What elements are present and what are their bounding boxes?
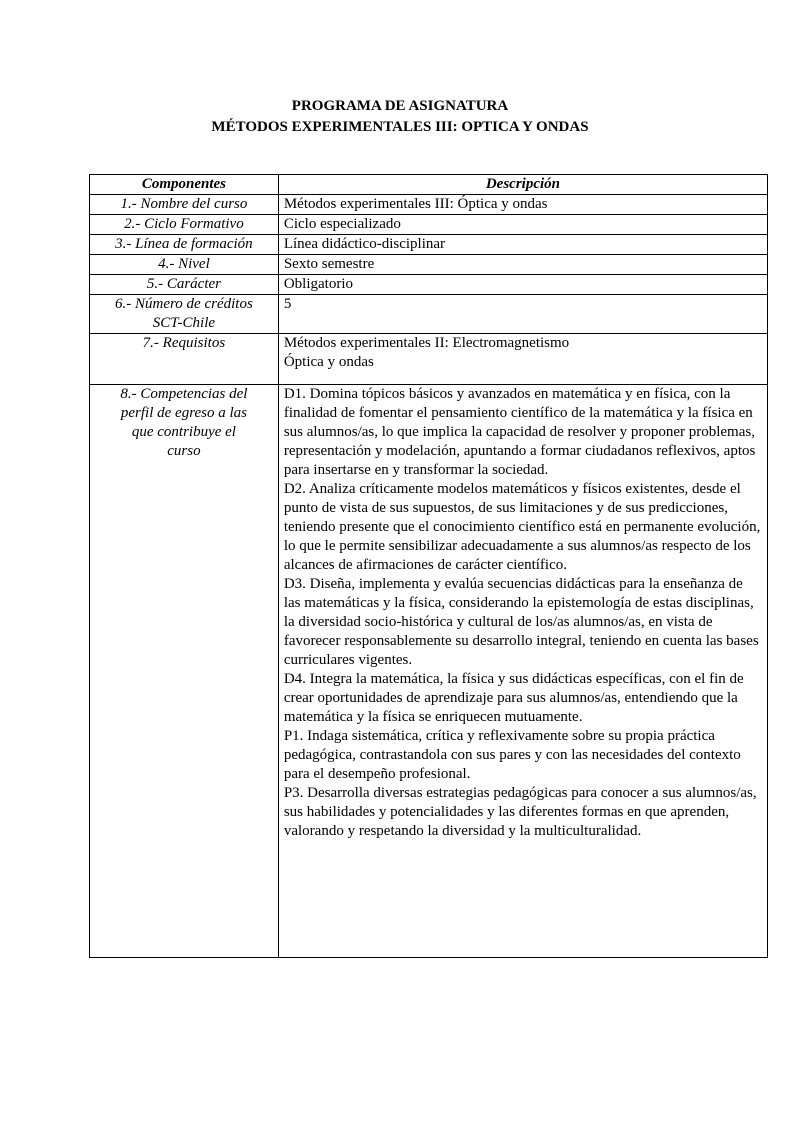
- table-row-requisitos: [90, 334, 768, 385]
- table-row-ciclo: [90, 215, 768, 235]
- title-line-1: PROGRAMA DE ASIGNATURA: [291, 98, 509, 114]
- value-nivel: Sexto semestre: [278, 255, 767, 275]
- competencia-p1: P1. Indaga sistemática, crítica y reflexivamente sobre su propia práctica pedagógica, contrastandola con sus pares y con las necesidades del contexto para el desempeño profesional.: [283, 728, 741, 782]
- competencia-d2: D2. Analiza críticamente modelos matemáticos y físicos existentes, desde el punto de vista de sus supuestos, de sus limitaciones y de sus predicciones, teniendo presente que el conocimiento científico está en permanente evolución, lo que le permite sensibilizar adecuadamente a sus alumnos/as respecto de los alcances de afirmaciones de carácter científico.: [283, 481, 761, 573]
- table-row-linea: [90, 235, 768, 255]
- label-ciclo-formativo: 2.- Ciclo Formativo: [90, 215, 279, 235]
- table-row-creditos: [90, 295, 768, 334]
- label-linea-formacion: 3.- Línea de formación: [90, 235, 279, 255]
- label-competencias-line-2: perfil de egreso a las: [120, 405, 247, 421]
- value-caracter: Obligatorio: [278, 275, 767, 295]
- table-row-nombre: [90, 195, 768, 215]
- table-row-caracter: [90, 275, 768, 295]
- competencia-d3: D3. Diseña, implementa y evalúa secuencias didácticas para la enseñanza de las matemáticas y la física, considerando la epistemología de estas disciplinas, la diversidad socio-histórica y cultural de los/as alumnos/as, en vista de favorecer responsablemente su desarrollo integral, teniendo en cuenta las bases curriculares vigentes.: [283, 576, 759, 668]
- value-linea-formacion: Línea didáctico-disciplinar: [278, 235, 767, 255]
- competencia-d1: D1. Domina tópicos básicos y avanzados en matemática y en física, con la finalidad de fomentar el pensamiento científico de la matemática y la física en sus alumnos/as, lo que implica la capacidad de resolver y proponer problemas, representación y modelación, apuntando a formar ciudadanos reflexivos, aptos para insertarse en y transformar la sociedad.: [283, 386, 756, 478]
- label-creditos-line-1: 6.- Número de créditos: [115, 296, 253, 312]
- requisito-2: Óptica y ondas: [283, 354, 374, 370]
- label-requisitos: 7.- Requisitos: [90, 334, 279, 385]
- header-componentes: Componentes: [90, 175, 279, 195]
- competencia-d4: D4. Integra la matemática, la física y sus didácticas específicas, con el fin de crear oportunidades de aprendizaje para sus alumnos/as, entendiendo que la matemática y la física se enriquecen mutuamente.: [283, 671, 744, 725]
- label-nivel: 4.- Nivel: [90, 255, 279, 275]
- value-requisitos: [278, 334, 767, 385]
- title-line-2: MÉTODOS EXPERIMENTALES III: OPTICA Y ONDAS: [211, 119, 589, 135]
- competencia-p3: P3. Desarrolla diversas estrategias pedagógicas para conocer a sus alumnos/as, sus habilidades y potencialidades y las diferentes formas en que aprenden, valorando y respetando la diversidad y la multiculturalidad.: [283, 785, 757, 839]
- label-creditos: [90, 295, 279, 334]
- table-row-competencias: [90, 385, 768, 958]
- requisito-1: Métodos experimentales II: Electromagnetismo: [283, 335, 570, 351]
- label-competencias-line-4: curso: [167, 443, 201, 459]
- label-competencias: [90, 385, 279, 958]
- label-creditos-line-2: SCT-Chile: [152, 315, 216, 331]
- value-nombre-curso: Métodos experimentales III: Óptica y ondas: [278, 195, 767, 215]
- table-row-nivel: [90, 255, 768, 275]
- value-competencias: [278, 385, 767, 958]
- document-title: [0, 96, 800, 138]
- table-header-row: [90, 175, 768, 195]
- label-competencias-line-3: que contribuye el: [131, 424, 236, 440]
- program-table: [89, 174, 768, 958]
- label-nombre-curso: 1.- Nombre del curso: [90, 195, 279, 215]
- value-creditos: 5: [278, 295, 767, 334]
- header-descripcion: Descripción: [278, 175, 767, 195]
- value-ciclo-formativo: Ciclo especializado: [278, 215, 767, 235]
- label-caracter: 5.- Carácter: [90, 275, 279, 295]
- label-competencias-line-1: 8.- Competencias del: [120, 386, 248, 402]
